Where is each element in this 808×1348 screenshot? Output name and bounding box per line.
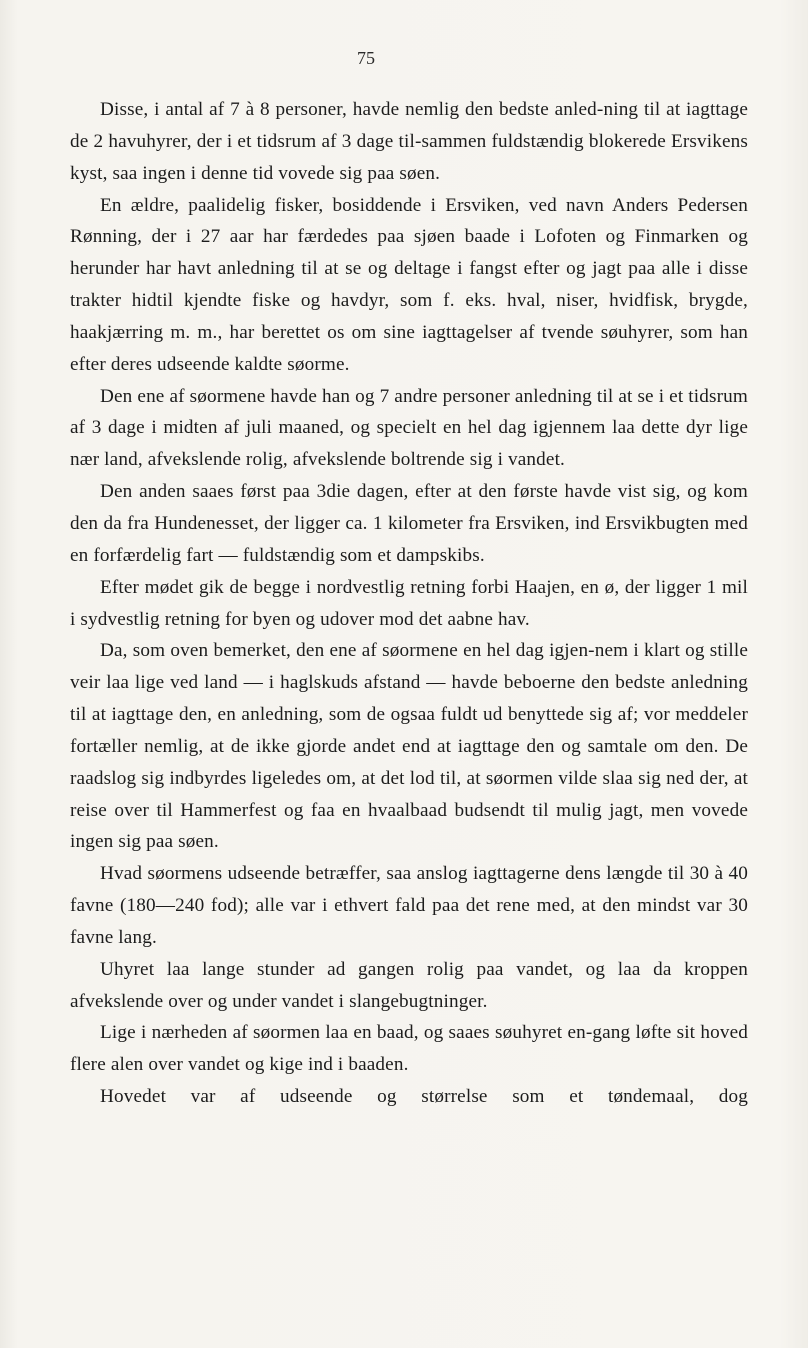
body-text [70,94,748,1113]
paragraph: Hvad søormens udseende betræffer, saa anslog iagttagerne dens længde til 30 à 40 favne (180—240 fod); alle var i ethvert fald paa det rene med, at den mindst var 30 favne lang. [70,863,748,948]
paragraph: Da, som oven bemerket, den ene af søormene en hel dag igjen-nem i klart og stille veir laa lige ved land — i haglskuds afstand — havde beboerne den bedste anledning til at iagttage den, en anledning, som de ogsaa fuldt ud benyttede sig af; vor meddeler fortæller nemlig, at de ikke gjorde andet end at iagttage den og samtale om den. De raadslog sig indbyrdes ligeledes om, at det lod til, at søormen vilde slaa sig ned der, at reise over til Hammerfest og faa en hvaalbaad budsendt til mulig jagt, men vovede ingen sig paa søen. [70,640,748,853]
page-number: 75 [357,48,375,68]
paragraph: Den ene af søormene havde han og 7 andre personer anledning til at se i et tidsrum af 3 dage i midten af juli maaned, og specielt en hel dag igjennem laa dette dyr lige nær land, afvekslende rolig, afvekslende boltrende sig i vandet. [70,385,748,471]
paragraph: Uhyret laa lange stunder ad gangen rolig paa vandet, og laa da kroppen afvekslende over og under vandet i slangebugtninger. [70,958,748,1012]
paragraph: En ældre, paalidelig fisker, bosiddende i Ersviken, ved navn Anders Pedersen Rønning, der i 27 aar har færdedes paa sjøen baade i Lofoten og Finmarken og herunder har havt anledning til at se og deltage i fangst efter og jagt paa alle i disse trakter hidtil kjendte fiske og havdyr, som f. eks. hval, niser, hvidfisk, brygde, haakjærring m. m., har berettet os om sine iagttagelser af tvende søuhyrer, som han efter deres udseende kaldte søorme. [70,194,748,375]
paragraph: Hovedet var af udseende og størrelse som et tøndemaal, dog [100,1086,748,1108]
paragraph: Efter mødet gik de begge i nordvestlig retning forbi Haajen, en ø, der ligger 1 mil i sydvestlig retning for byen og udover mod det aabne hav. [70,576,748,630]
paragraph: Den anden saaes først paa 3die dagen, efter at den første havde vist sig, og kom den da fra Hundenesset, der ligger ca. 1 kilometer fra Ersviken, ind Ersvikbugten med en forfærdelig fart — fuldstændig som et dampskibs. [70,481,748,566]
paragraph: Disse, i antal af 7 à 8 personer, havde nemlig den bedste anled-ning til at iagttage de 2 havuhyrer, der i et tidsrum af 3 dage til-sammen fuldstændig blokerede Ersvikens kyst, saa ingen i denne tid vovede sig paa søen. [70,99,748,184]
paragraph: Lige i nærheden af søormen laa en baad, og saaes søuhyret en-gang løfte sit hoved flere alen over vandet og kige ind i baaden. [70,1022,748,1076]
